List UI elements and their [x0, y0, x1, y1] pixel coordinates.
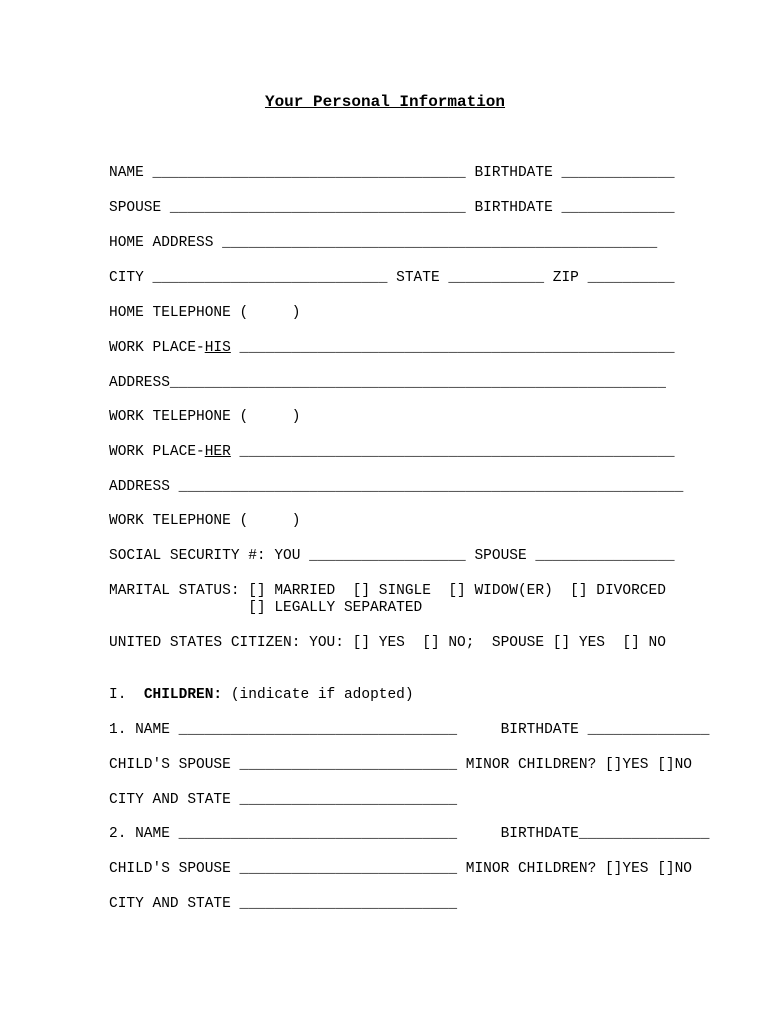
children-section-heading: [109, 687, 770, 704]
child2-name-line: 2. NAME ________________________________ BIRTHDATE_______________: [109, 826, 710, 842]
home-telephone-line: HOME TELEPHONE ( ): [109, 305, 301, 321]
page-title: Your Personal Information: [264, 93, 506, 111]
name-line: NAME ____________________________________ BIRTHDATE _____________: [109, 165, 675, 181]
work-place-her-word: HER: [204, 444, 231, 460]
city-state-zip-line: CITY ___________________________ STATE ___________ ZIP __________: [109, 270, 675, 286]
section-number: I.: [109, 687, 144, 703]
children-note: (indicate if adopted): [222, 687, 414, 703]
work-place-her-line: [109, 444, 770, 461]
work-place-her-prefix: WORK PLACE-: [109, 444, 205, 460]
child2-spouse-line: CHILD'S SPOUSE _________________________ MINOR CHILDREN? []YES []NO: [109, 861, 692, 877]
marital-status-line-2: [] LEGALLY SEPARATED: [109, 600, 423, 616]
work-telephone-his-line: WORK TELEPHONE ( ): [109, 409, 301, 425]
child1-spouse-line: CHILD'S SPOUSE _________________________ MINOR CHILDREN? []YES []NO: [109, 757, 692, 773]
address-her-line: ADDRESS __________________________________________________________: [109, 479, 684, 495]
work-place-his-line: [109, 340, 770, 357]
child2-city-line: CITY AND STATE _________________________: [109, 896, 458, 912]
marital-status-line: MARITAL STATUS: [] MARRIED [] SINGLE [] WIDOW(ER) [] DIVORCED: [109, 583, 666, 599]
work-telephone-her-line: WORK TELEPHONE ( ): [109, 513, 301, 529]
address-his-line: ADDRESS_________________________________________________________: [109, 375, 666, 391]
children-label: CHILDREN:: [143, 687, 223, 703]
work-place-her-blank: __________________________________________________: [230, 444, 675, 460]
work-place-his-word: HIS: [204, 340, 231, 356]
home-address-line: HOME ADDRESS __________________________________________________: [109, 235, 658, 251]
citizen-line: UNITED STATES CITIZEN: YOU: [] YES [] NO; SPOUSE [] YES [] NO: [109, 635, 666, 651]
work-place-his-prefix: WORK PLACE-: [109, 340, 205, 356]
child1-city-line: CITY AND STATE _________________________: [109, 792, 458, 808]
spouse-line: SPOUSE __________________________________ BIRTHDATE _____________: [109, 200, 675, 216]
social-security-line: SOCIAL SECURITY #: YOU __________________ SPOUSE ________________: [109, 548, 675, 564]
child1-name-line: 1. NAME ________________________________ BIRTHDATE ______________: [109, 722, 710, 738]
work-place-his-blank: __________________________________________________: [230, 340, 675, 356]
